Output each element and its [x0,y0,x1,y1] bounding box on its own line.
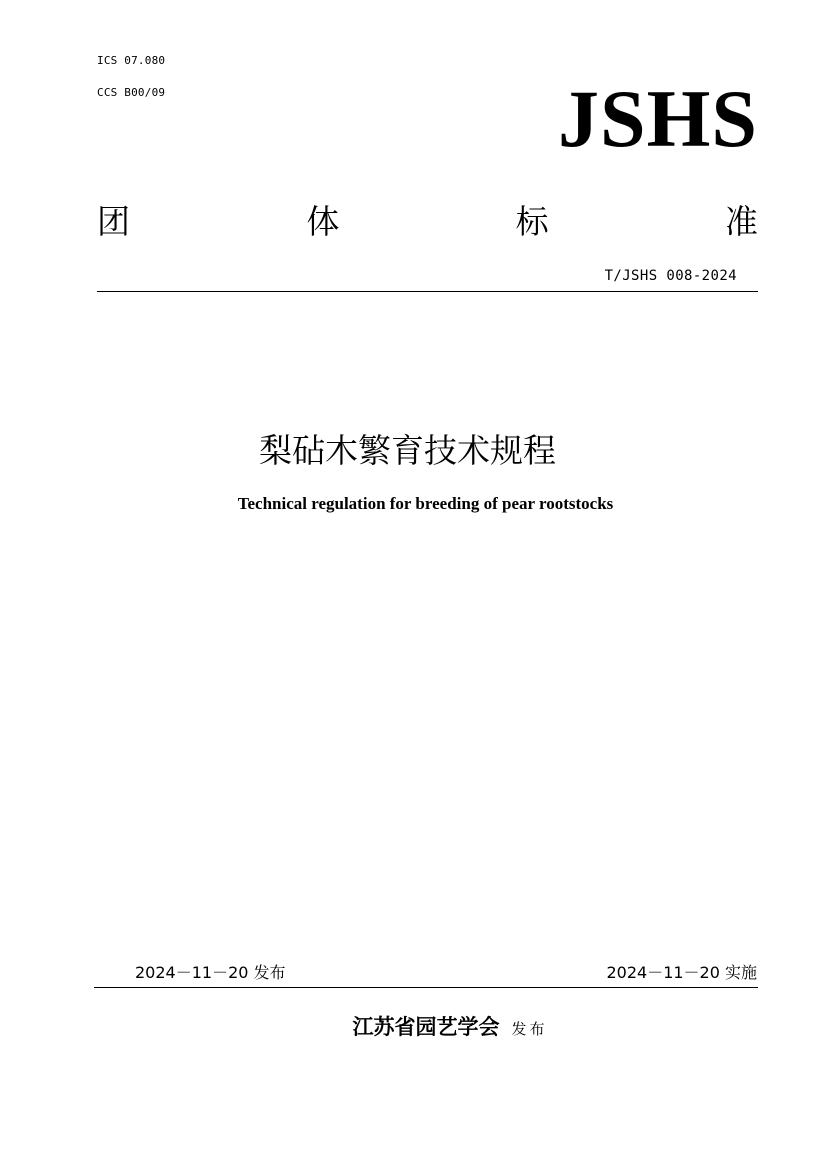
title-english: Technical regulation for breeding of pear rootstocks [237,494,614,513]
standard-type-char-2: 体 [306,202,340,241]
standard-type-heading [97,200,758,244]
issue-date: 2024－11－20 发布 [135,963,286,982]
ccs-code: CCS B00/09 [97,86,166,99]
bottom-divider [94,987,758,988]
standard-type-char-4: 准 [724,202,758,241]
standard-number: T/JSHS 008-2024 [604,268,737,284]
top-divider [97,291,758,292]
publisher-organization: 江苏省园艺学会 [352,1015,500,1039]
publisher-line [0,1013,815,1043]
standard-type-char-1: 团 [97,202,130,241]
publisher-verb: 发布 [511,1020,548,1038]
implementation-date: 2024－11－20 实施 [606,963,757,982]
ics-code: ICS 07.080 [97,54,166,67]
title-chinese: 梨砧木繁育技术规程 [259,431,556,470]
jshs-logo: JSHS [558,73,758,164]
standard-type-char-3: 标 [515,202,549,241]
